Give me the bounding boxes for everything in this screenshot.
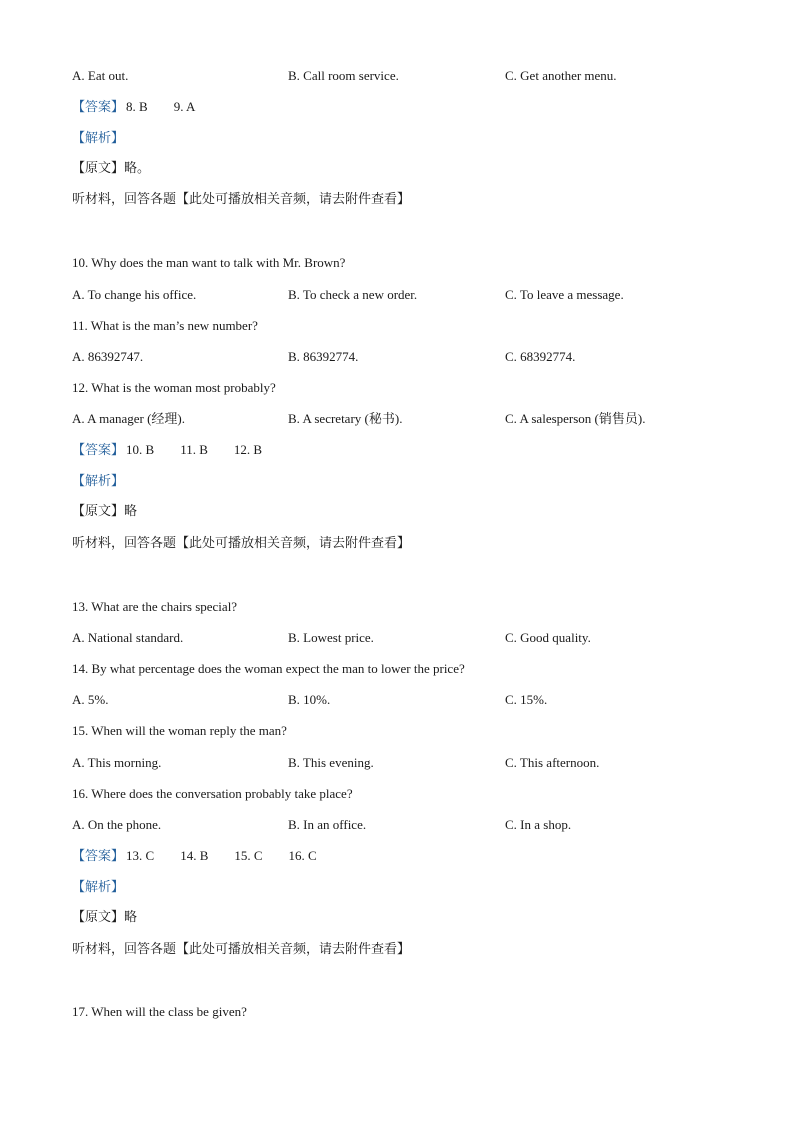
question-12: 12. What is the woman most probably? (72, 380, 276, 395)
answer-line (72, 97, 732, 117)
option-a: A. National standard. (72, 630, 184, 645)
original-line (72, 502, 732, 522)
answer-label: 【答案】 (72, 443, 125, 458)
answer-item: 9. A (173, 99, 196, 114)
original-line (72, 159, 732, 179)
option-c: C. This afternoon. (505, 755, 600, 770)
option-b: B. Lowest price. (288, 630, 374, 645)
option-a: A. This morning. (72, 755, 162, 770)
option-b: B. To check a new order. (288, 287, 418, 302)
question-15: 15. When will the woman reply the man? (72, 723, 287, 738)
original-text: 略。 (124, 161, 151, 176)
original-label: 【原文】 (72, 161, 125, 176)
original-text: 略 (124, 910, 138, 925)
option-b: B. This evening. (288, 755, 374, 770)
answer-label: 【答案】 (72, 100, 125, 115)
option-c: C. A salesperson (销售员). (505, 411, 646, 426)
answer-item: 14. B (180, 848, 209, 863)
option-c: C. 68392774. (505, 349, 576, 364)
option-c: C. In a shop. (505, 817, 572, 832)
answer-item: 8. B (126, 99, 148, 114)
answer-item: 15. C (234, 848, 263, 863)
analysis-line (72, 471, 732, 491)
option-b: B. 86392774. (288, 349, 359, 364)
options-row-q9 (72, 66, 732, 86)
option-a: A. On the phone. (72, 817, 162, 832)
option-a: A. 5%. (72, 692, 109, 707)
original-text: 略 (124, 504, 138, 519)
analysis-label: 【解析】 (72, 131, 125, 146)
option-c: C. Good quality. (505, 630, 591, 645)
options-row-q11 (72, 347, 732, 367)
question-10: 10. Why does the man want to talk with Mr. Brown? (72, 255, 346, 270)
options-row-q14 (72, 690, 732, 710)
option-a: A. A manager (经理). (72, 411, 186, 426)
answer-item: 11. B (180, 442, 208, 457)
option-b: B. In an office. (288, 817, 367, 832)
option-b: B. 10%. (288, 692, 331, 707)
answer-item: 13. C (126, 848, 155, 863)
question-17: 17. When will the class be given? (72, 1004, 247, 1019)
option-a: A. To change his office. (72, 287, 197, 302)
option-c: C. Get another menu. (505, 68, 617, 83)
original-label: 【原文】 (72, 910, 125, 925)
options-row-q13 (72, 628, 732, 648)
original-line (72, 908, 732, 928)
answer-line (72, 440, 732, 460)
question-11: 11. What is the man’s new number? (72, 318, 258, 333)
option-c: C. To leave a message. (505, 287, 624, 302)
original-label: 【原文】 (72, 504, 125, 519)
answer-item: 12. B (233, 442, 263, 457)
analysis-line (72, 877, 732, 897)
option-a: A. 86392747. (72, 349, 144, 364)
analysis-label: 【解析】 (72, 474, 125, 489)
options-row-q12 (72, 409, 732, 429)
answer-label: 【答案】 (72, 849, 125, 864)
analysis-label: 【解析】 (72, 880, 125, 895)
options-row-q10 (72, 285, 732, 305)
question-16: 16. Where does the conversation probably take place? (72, 786, 353, 801)
audio-note: 听材料，回答各题【此处可播放相关音频，请去附件查看】 (72, 942, 411, 957)
option-b: B. A secretary (秘书). (288, 411, 403, 426)
analysis-line (72, 128, 732, 148)
answer-line (72, 846, 732, 866)
option-c: C. 15%. (505, 692, 548, 707)
option-a: A. Eat out. (72, 68, 129, 83)
answer-item: 10. B (126, 442, 155, 457)
options-row-q16 (72, 815, 732, 835)
option-b: B. Call room service. (288, 68, 399, 83)
answer-item: 16. C (288, 848, 317, 863)
question-14: 14. By what percentage does the woman expect the man to lower the price? (72, 661, 465, 676)
audio-note: 听材料，回答各题【此处可播放相关音频，请去附件查看】 (72, 536, 411, 551)
question-13: 13. What are the chairs special? (72, 599, 238, 614)
options-row-q15 (72, 753, 732, 773)
audio-note: 听材料，回答各题【此处可播放相关音频，请去附件查看】 (72, 192, 411, 207)
